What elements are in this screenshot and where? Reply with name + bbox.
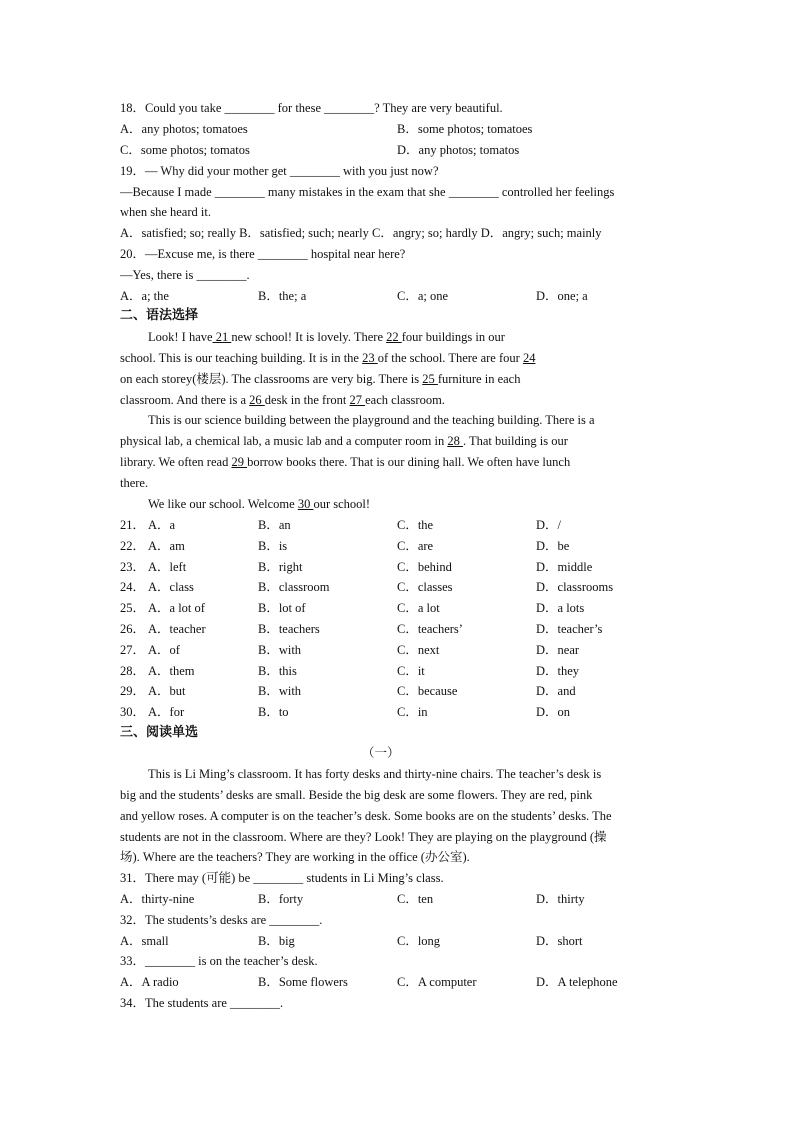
option-c: C．a lot: [397, 601, 440, 615]
passage-line-8: there.: [120, 476, 149, 490]
option-a: A．a lot of: [148, 601, 205, 615]
option-d: D．classrooms: [536, 580, 614, 594]
question-20-line2: —Yes, there is ________.: [120, 268, 250, 282]
option-b: B．right: [258, 560, 303, 574]
section-heading-grammar: 二、语法选择: [120, 308, 199, 323]
option-b: B．lot of: [258, 601, 306, 615]
passage-text: desk in the front: [264, 393, 350, 407]
passage-text: four buildings in our: [401, 330, 505, 344]
passage-line-6: [120, 433, 568, 449]
option-d: D．teacher’s: [536, 622, 603, 636]
passage-line-9: [148, 496, 370, 512]
passage-line-2: [120, 350, 535, 366]
option-row-number: 22．: [120, 539, 146, 553]
option-b: B．with: [258, 643, 302, 657]
reading-line-2: big and the students’ desks are small. Beside the big desk are some flowers. They are red, pink: [120, 788, 593, 802]
passage-line-7: [120, 454, 570, 470]
option-d: D．near: [536, 643, 580, 657]
q33-option-c: C．A computer: [397, 975, 477, 989]
option-a: A．a: [148, 518, 176, 532]
option-row-number: 23．: [120, 560, 146, 574]
option-d: D．/: [536, 518, 562, 532]
option-row-number: 28．: [120, 664, 146, 678]
option-d: D．a lots: [536, 601, 585, 615]
option-c: C．the: [397, 518, 434, 532]
q19-options: A．satisfied; so; really B．satisfied; such; nearly C．angry; so; hardly D．angry; such; mainly: [120, 226, 602, 240]
q18-option-b: B．some photos; tomatoes: [397, 122, 533, 136]
option-c: C．in: [397, 705, 428, 719]
question-34: 34．The students are ________.: [120, 996, 284, 1010]
q32-option-b: B．big: [258, 934, 295, 948]
passage-text: new school! It is lovely. There: [231, 330, 387, 344]
question-19: 19．— Why did your mother get ________ with you just now?: [120, 164, 439, 178]
option-b: B．is: [258, 539, 288, 553]
option-d: D．and: [536, 684, 576, 698]
option-a: A．am: [148, 539, 185, 553]
reading-line-4: students are not in the classroom. Where are they? Look! They are playing on the playground (操: [120, 830, 607, 844]
option-d: D．on: [536, 705, 571, 719]
blank-25: 25: [422, 372, 438, 386]
passage-text: Look! I have: [148, 330, 213, 344]
option-a: A．class: [148, 580, 194, 594]
blank-27: 27: [349, 393, 366, 407]
passage-text: classroom. And there is a: [120, 393, 250, 407]
passage-number: （一）: [362, 746, 400, 760]
passage-text: borrow books there. That is our dining hall. We often have lunch: [247, 455, 571, 469]
question-18: 18．Could you take ________ for these ________? They are very beautiful.: [120, 101, 503, 115]
q31-option-a: A．thirty-nine: [120, 892, 195, 906]
option-d: D．they: [536, 664, 580, 678]
passage-text: of the school. There are four: [377, 351, 523, 365]
question-31: 31．There may (可能) be ________ students in Li Ming’s class.: [120, 871, 444, 885]
passage-text: on each storey(楼层). The classrooms are very big. There is: [120, 372, 423, 386]
passage-text: physical lab, a chemical lab, a music lab and a computer room in: [120, 434, 448, 448]
option-c: C．because: [397, 684, 458, 698]
q20-option-a: A．a; the: [120, 289, 169, 303]
option-a: A．left: [148, 560, 187, 574]
q18-option-c: C．some photos; tomatos: [120, 143, 250, 157]
blank-28: 28: [447, 434, 463, 448]
blank-30: 30: [297, 497, 314, 511]
option-b: B．this: [258, 664, 297, 678]
option-c: C．teachers’: [397, 622, 463, 636]
option-row-number: 29．: [120, 684, 146, 698]
section-heading-reading: 三、阅读单选: [120, 725, 199, 740]
blank-29: 29: [231, 455, 248, 469]
option-row-number: 30．: [120, 705, 146, 719]
option-d: D．middle: [536, 560, 593, 574]
option-c: C．behind: [397, 560, 452, 574]
q20-option-d: D．one; a: [536, 289, 588, 303]
option-a: A．but: [148, 684, 186, 698]
passage-text: school. This is our teaching building. It is in the: [120, 351, 363, 365]
option-c: C．are: [397, 539, 434, 553]
option-c: C．it: [397, 664, 425, 678]
passage-text: furniture in each: [437, 372, 521, 386]
q32-option-c: C．long: [397, 934, 441, 948]
q32-option-d: D．short: [536, 934, 583, 948]
question-33: 33．________ is on the teacher’s desk.: [120, 954, 318, 968]
question-20: 20．—Excuse me, is there ________ hospital near here?: [120, 247, 406, 261]
option-b: B．classroom: [258, 580, 330, 594]
q31-option-b: B．forty: [258, 892, 304, 906]
passage-text: We like our school. Welcome: [148, 497, 298, 511]
reading-line-3: and yellow roses. A computer is on the teacher’s desk. Some books are on the students’ desks. The: [120, 809, 612, 823]
q33-option-d: D．A telephone: [536, 975, 618, 989]
question-19-line3: when she heard it.: [120, 205, 211, 219]
q20-option-c: C．a; one: [397, 289, 449, 303]
option-b: B．teachers: [258, 622, 320, 636]
blank-23: 23: [362, 351, 378, 365]
q18-option-a: A．any photos; tomatoes: [120, 122, 248, 136]
option-row-number: 27．: [120, 643, 146, 657]
option-d: D．be: [536, 539, 570, 553]
reading-line-5: 场). Where are the teachers? They are working in the office (办公室).: [120, 850, 470, 864]
passage-line-5: This is our science building between the playground and the teaching building. There is a: [148, 413, 595, 427]
option-row-number: 25．: [120, 601, 146, 615]
option-c: C．next: [397, 643, 440, 657]
question-19-line2: —Because I made ________ many mistakes in the exam that she ________ controlled her feelings: [120, 185, 615, 199]
option-a: A．them: [148, 664, 195, 678]
question-32: 32．The students’s desks are ________.: [120, 913, 323, 927]
option-a: A．of: [148, 643, 180, 657]
passage-text: . That building is our: [462, 434, 568, 448]
blank-21: 21: [212, 330, 232, 344]
option-row-number: 26．: [120, 622, 146, 636]
option-b: B．an: [258, 518, 291, 532]
option-row-number: 21．: [120, 518, 146, 532]
blank-24: 24: [522, 351, 536, 365]
q33-option-a: A．A radio: [120, 975, 179, 989]
q32-option-a: A．small: [120, 934, 169, 948]
blank-26: 26: [249, 393, 265, 407]
passage-text: library. We often read: [120, 455, 232, 469]
passage-line-4: [120, 392, 445, 408]
option-b: B．to: [258, 705, 289, 719]
option-b: B．with: [258, 684, 302, 698]
q31-option-c: C．ten: [397, 892, 434, 906]
reading-line-1: This is Li Ming’s classroom. It has forty desks and thirty-nine chairs. The teacher’s desk is: [148, 767, 602, 781]
passage-text: each classroom.: [365, 393, 445, 407]
q33-option-b: B．Some flowers: [258, 975, 348, 989]
option-c: C．classes: [397, 580, 453, 594]
q18-option-d: D．any photos; tomatos: [397, 143, 520, 157]
passage-line-3: [120, 371, 520, 387]
q20-option-b: B．the; a: [258, 289, 307, 303]
passage-line-1: [148, 329, 505, 345]
q31-option-d: D．thirty: [536, 892, 585, 906]
option-a: A．teacher: [148, 622, 206, 636]
option-a: A．for: [148, 705, 185, 719]
blank-22: 22: [386, 330, 402, 344]
option-row-number: 24．: [120, 580, 146, 594]
passage-text: our school!: [313, 497, 371, 511]
